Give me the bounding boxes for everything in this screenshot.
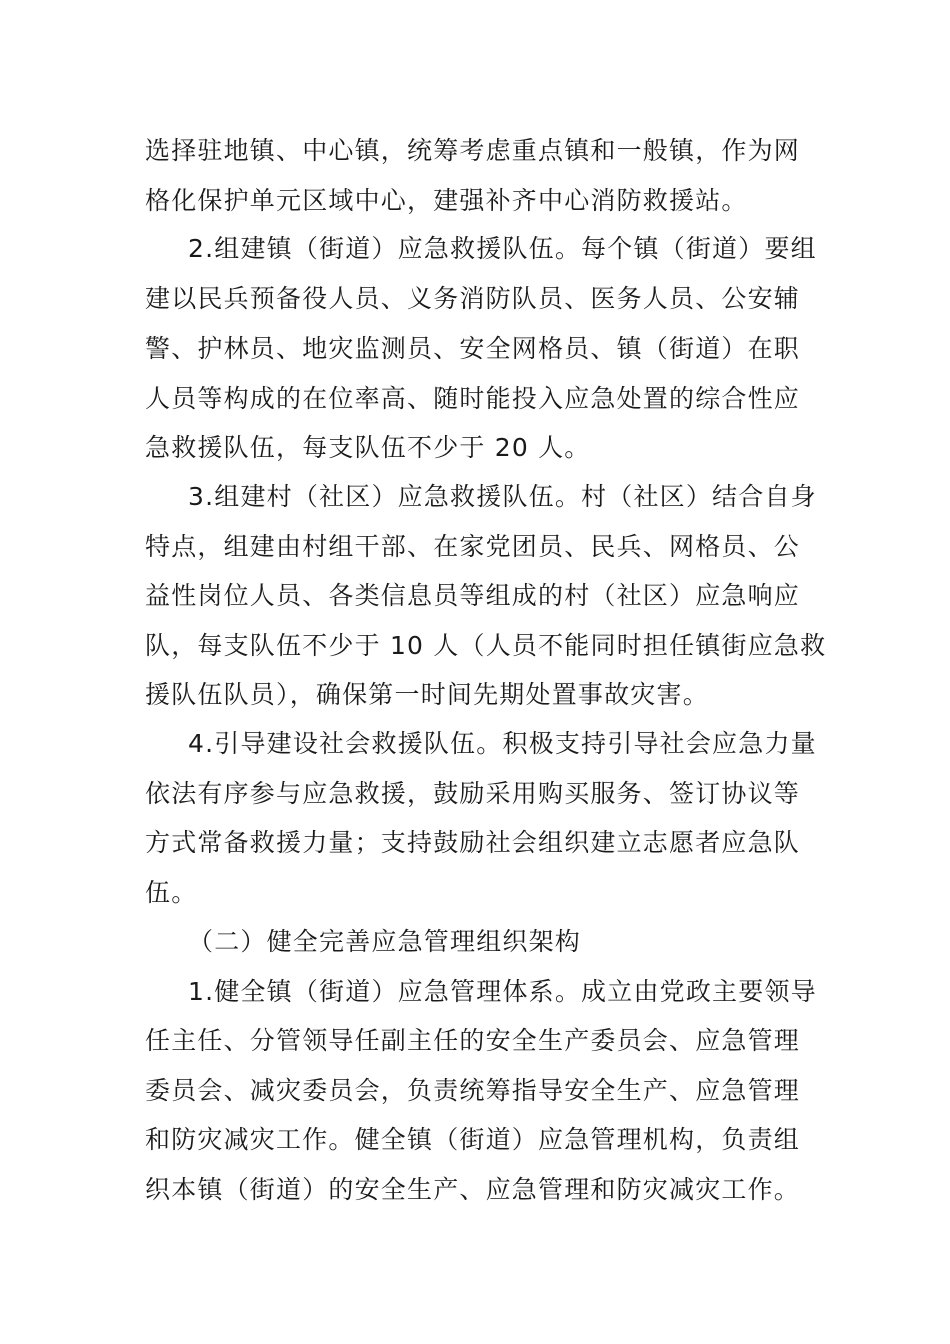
- text-line: 特点，组建由村组干部、在家党团员、民兵、网格员、公: [145, 532, 801, 561]
- text-line: 任主任、分管领导任副主任的安全生产委员会、应急管理: [145, 1026, 801, 1055]
- text-line: 依法有序参与应急救援，鼓励采用购买服务、签订协议等: [145, 779, 801, 808]
- paragraph-start: 2.组建镇（街道）应急救援队伍。每个镇（街道）要组: [188, 234, 817, 263]
- text-line: 益性岗位人员、各类信息员等组成的村（社区）应急响应: [145, 581, 801, 610]
- text-line: 伍。: [145, 878, 198, 907]
- text-line: 选择驻地镇、中心镇，统筹考虑重点镇和一般镇，作为网: [145, 136, 801, 165]
- text-line: 援队伍队员），确保第一时间先期处置事故灾害。: [145, 680, 709, 709]
- text-line: 人员等构成的在位率高、随时能投入应急处置的综合性应: [145, 384, 801, 413]
- section-heading: （二）健全完善应急管理组织架构: [188, 927, 582, 956]
- text-line: 队，每支队伍不少于 10 人（人员不能同时担任镇街应急救: [145, 631, 827, 660]
- text-line: 委员会、减灾委员会，负责统筹指导安全生产、应急管理: [145, 1076, 801, 1105]
- text-line: 警、护林员、地灾监测员、安全网格员、镇（街道）在职: [145, 334, 801, 363]
- text-line: 建以民兵预备役人员、义务消防队员、医务人员、公安辅: [145, 284, 801, 313]
- text-line: 格化保护单元区域中心，建强补齐中心消防救援站。: [145, 186, 748, 215]
- text-line: 和防灾减灾工作。健全镇（街道）应急管理机构，负责组: [145, 1125, 801, 1154]
- text-line: 方式常备救援力量；支持鼓励社会组织建立志愿者应急队: [145, 828, 801, 857]
- text-line: 急救援队伍，每支队伍不少于 20 人。: [145, 433, 591, 462]
- paragraph-start: 3.组建村（社区）应急救援队伍。村（社区）结合自身: [188, 482, 817, 511]
- paragraph-start: 4.引导建设社会救援队伍。积极支持引导社会应急力量: [188, 729, 817, 758]
- paragraph-start: 1.健全镇（街道）应急管理体系。成立由党政主要领导: [188, 977, 817, 1006]
- text-line: 织本镇（街道）的安全生产、应急管理和防灾减灾工作。: [145, 1175, 801, 1204]
